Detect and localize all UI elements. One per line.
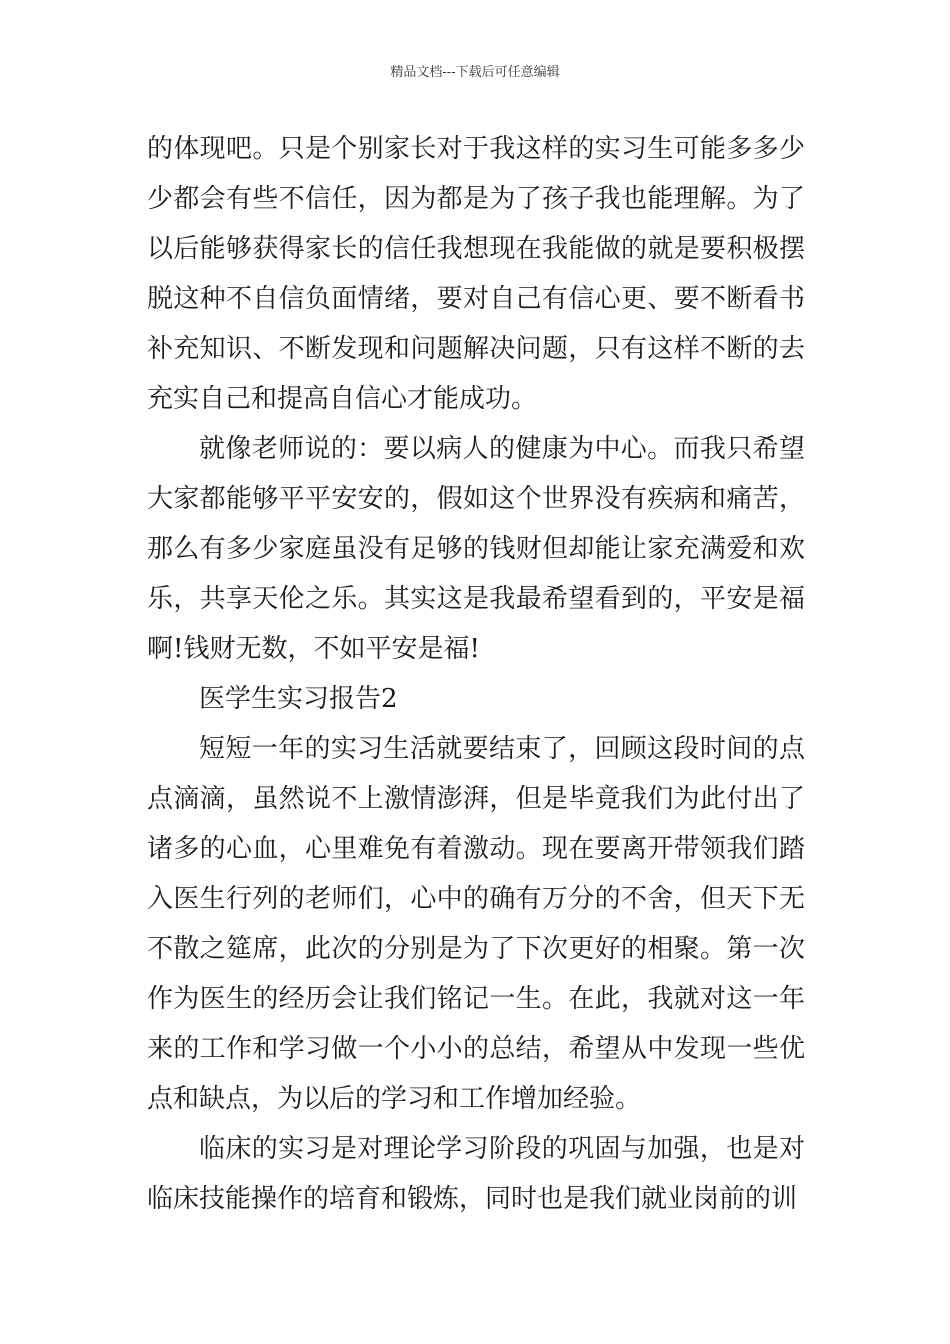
section-heading: 医学生实习报告2 — [199, 684, 398, 714]
paragraph-continuation: 的体现吧。只是个别家长对于我这样的实习生可能多多少少都会有些不信任，因为都是为了孩子我也能理解。为了以后能够获得家长的信任我想现在我能做的就是要积极摆脱这种不自信负面情绪，要对自己有信心更、要不断看书补充知识、不断发现和问题解决问题，只有这样不断的去充实自己和提高自信心才能成功。 — [147, 134, 805, 414]
page-header: 精品文档---下载后可任意编辑 — [390, 65, 560, 80]
document-body — [147, 124, 805, 1224]
paragraph-clinical: 临床的实习是对理论学习阶段的巩固与加强，也是对临床技能操作的培育和锻炼，同时也是我们就业岗前的训 — [147, 1134, 805, 1214]
paragraph-wish: 就像老师说的：要以病人的健康为中心。而我只希望大家都能够平平安安的，假如这个世界没有疾病和痛苦，那么有多少家庭虽没有足够的钱财但却能让家充满爱和欢乐，共享天伦之乐。其实这是我最希望看到的，平安是福啊!钱财无数，不如平安是福! — [147, 434, 805, 664]
paragraph-intro: 短短一年的实习生活就要结束了，回顾这段时间的点点滴滴，虽然说不上激情澎湃，但是毕竟我们为此付出了诸多的心血，心里难免有着激动。现在要离开带领我们踏入医生行列的老师们，心中的确有万分的不舍，但天下无不散之筵席，此次的分别是为了下次更好的相聚。第一次作为医生的经历会让我们铭记一生。在此，我就对这一年来的工作和学习做一个小小的总结，希望从中发现一些优点和缺点，为以后的学习和工作增加经验。 — [147, 734, 805, 1114]
